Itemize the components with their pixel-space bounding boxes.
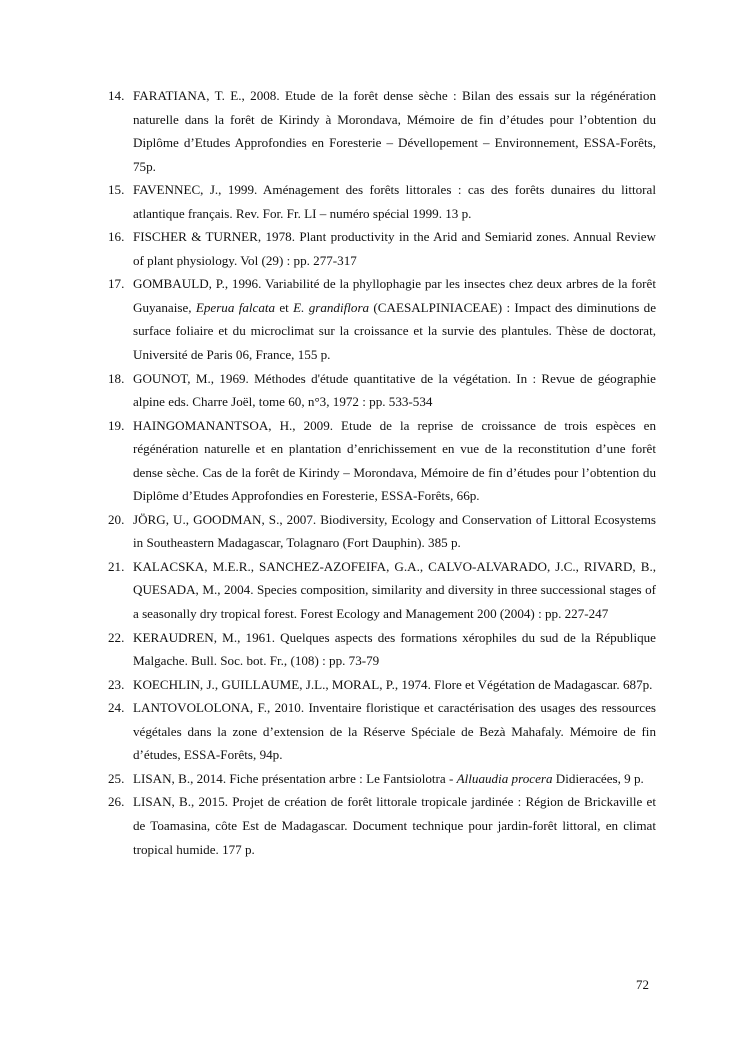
reference-number: 21. <box>108 558 125 574</box>
reference-text-segment: GOUNOT, M., 1969. Méthodes d'étude quantitative de la végétation. In : Revue de géographie alpine eds. Charre Joël, tome 60, n°3, 1972 : pp. 533-534 <box>133 370 656 410</box>
reference-text <box>133 88 656 174</box>
reference-text-segment: FAVENNEC, J., 1999. Aménagement des forêts littorales : cas des forêts dunaires du littoral atlantique français. Rev. For. Fr. LI – numéro spécial 1999. 13 p. <box>133 182 656 221</box>
reference-item <box>108 178 656 225</box>
reference-text-segment: LISAN, B., 2014. Fiche présentation arbre : Le Fantsiolotra - <box>133 770 457 786</box>
italic-species-name: Eperua falcata <box>195 299 276 315</box>
reference-number: 19. <box>108 417 125 433</box>
reference-text-segment: LISAN, B., 2015. Projet de création de forêt littorale tropicale jardinée : Région de Brickaville et de Toamasina, côte Est de Madagascar. Document technique pour jardin-forêt littoral, en climat tropical humide. 177 p. <box>133 794 656 857</box>
reference-text <box>133 771 644 786</box>
reference-text-segment: JÖRG, U., GOODMAN, S., 2007. Biodiversity, Ecology and Conservation of Littoral Ecosystems in Southeastern Madagascar, Tolagnaro (Fort Dauphin). 385 p. <box>133 511 656 551</box>
reference-text-segment: FARATIANA, T. E., 2008. Etude de la forêt dense sèche : Bilan des essais sur la régénération naturelle dans la forêt de Kirindy à Morondava, Mémoire de fin d’études pour l’obtention du Diplôme d’Etudes Approfondies en Foresterie – Dévellopement – Environnement, ESSA-Forêts, 75p. <box>133 88 656 174</box>
reference-text-segment: GOMBAULD, P., 1996. Variabilité de la phyllophagie par les insectes chez deux arbres de la forêt Guyanaise, <box>133 276 656 315</box>
reference-item <box>108 414 656 508</box>
reference-text-segment: Didieracées, 9 p. <box>552 770 644 786</box>
reference-text-segment: HAINGOMANANTSOA, H., 2009. Etude de la reprise de croissance de trois espèces en régénération naturelle et en plantation d’enrichissement en vue de la reconstitution d’une forêt dense sèche. Cas de la forêt de Kirindy – Morondava, Mémoire de fin d’études pour l’obtention du Diplôme d’Etudes Approfondies en Foresterie, ESSA-Forêts, 66p. <box>133 417 656 504</box>
reference-text-segment: KERAUDREN, M., 1961. Quelques aspects des formations xérophiles du sud de la République Malgache. Bull. Soc. bot. Fr., (108) : pp. 73-79 <box>133 629 656 669</box>
reference-number: 18. <box>108 370 125 386</box>
reference-item <box>108 673 656 697</box>
reference-number: 24. <box>108 700 125 716</box>
reference-text-segment: (CAESALPINIACEAE) : Impact des diminutions de surface foliaire et du microclimat sur la croissance et la survie des plantules. Thèse de doctorat, Université de Paris 06, France, 155 p. <box>133 299 657 363</box>
reference-item <box>108 272 656 366</box>
reference-item <box>108 555 656 626</box>
reference-text <box>133 276 656 362</box>
reference-item <box>108 696 656 767</box>
reference-text <box>133 182 656 221</box>
reference-text <box>133 677 652 692</box>
page-number: 72 <box>636 977 649 992</box>
reference-number: 23. <box>108 676 125 692</box>
reference-item <box>108 508 656 555</box>
reference-number: 20. <box>108 511 125 527</box>
reference-number: 25. <box>108 770 125 786</box>
reference-number: 15. <box>108 182 125 198</box>
reference-list <box>108 84 656 861</box>
reference-text <box>133 512 656 551</box>
reference-text <box>133 630 656 669</box>
italic-species-name: E. grandiflora <box>293 299 370 315</box>
reference-text-segment: et <box>275 299 294 315</box>
reference-text <box>133 559 656 621</box>
reference-number: 17. <box>108 276 125 292</box>
reference-number: 14. <box>108 88 125 103</box>
reference-text <box>133 371 656 410</box>
reference-text-segment: FISCHER & TURNER, 1978. Plant productivity in the Arid and Semiarid zones. Annual Review of plant physiology. Vol (29) : pp. 277-317 <box>133 229 656 268</box>
reference-item <box>108 626 656 673</box>
reference-item <box>108 225 656 272</box>
reference-text-segment: KALACSKA, M.E.R., SANCHEZ-AZOFEIFA, G.A., CALVO-ALVARADO, J.C., RIVARD, B., QUESADA, M., 2004. Species composition, similarity and diversity in three successional stages of a seasonally dry tropical forest. Forest Ecology and Management 200 (2004) : pp. 227-247 <box>133 558 656 622</box>
italic-species-name: Alluaudia procera <box>456 770 553 786</box>
reference-number: 16. <box>108 229 125 245</box>
reference-text-segment: LANTOVOLOLONA, F., 2010. Inventaire floristique et caractérisation des usages des ressources végétales dans la zone d’extension de la Réserve Spéciale de Bezà Mahafaly. Mémoire de fin d’études, ESSA-Forêts, 94p. <box>133 700 656 763</box>
reference-item <box>108 767 656 791</box>
reference-number: 26. <box>108 794 125 810</box>
reference-text-segment: KOECHLIN, J., GUILLAUME, J.L., MORAL, P., 1974. Flore et Végétation de Madagascar. 687p. <box>133 676 653 692</box>
reference-item <box>108 84 656 178</box>
reference-item <box>108 367 656 414</box>
reference-text <box>133 229 656 268</box>
reference-text <box>133 418 656 504</box>
reference-item <box>108 790 656 861</box>
reference-text <box>133 700 656 762</box>
reference-number: 22. <box>108 629 125 645</box>
reference-text <box>133 794 656 856</box>
